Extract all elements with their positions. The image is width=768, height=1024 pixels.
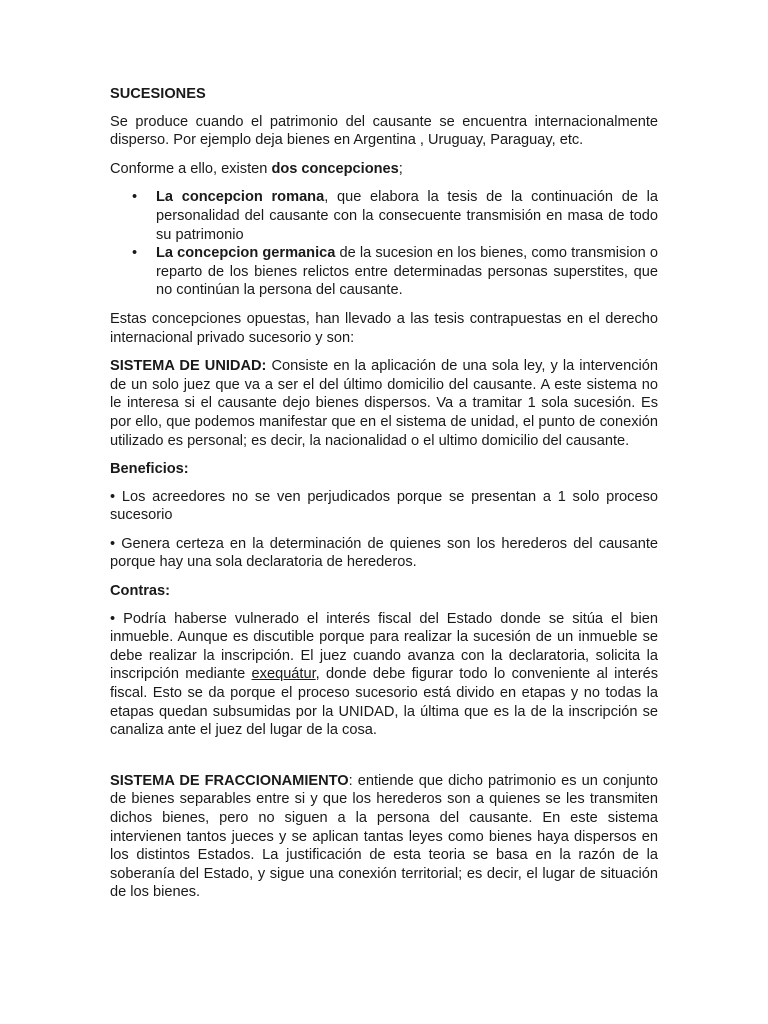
estas-paragraph: Estas concepciones opuestas, han llevado a las tesis contrapuestas en el derecho internacional privado sucesorio y son:	[110, 310, 658, 346]
unidad-paragraph	[110, 357, 658, 450]
contras-text-after: , donde debe figurar todo lo conveniente al interés fiscal. Esto se da porque el proceso sucesorio está divido en etapas y no todas la etapas quedan subsumidas por la UNIDAD, la última que es la de la inscripción se canaliza ante el juez del lugar de la cosa.	[110, 666, 658, 739]
list-item-romana	[110, 188, 658, 244]
unidad-text: Consiste en la aplicación de una sola ley, y la intervención de un solo juez que va a ser el del último domicilio del causante. A este sistema no le interesa si el causante dejo bienes dispersos. Va a tramitar 1 sola sucesión. Es por ello, que podemos manifestar que en el sistema de unidad, el punto de conexión utilizado es personal; es decir, la nacionalidad o el ultimo domicilio del causante.	[110, 358, 658, 449]
beneficio-item: • Genera certeza en la determinación de quienes son los herederos del causante porque hay una sola declaratoria de herederos.	[110, 535, 658, 571]
germanica-label: La concepcion germanica	[156, 245, 336, 262]
romana-label: La concepcion romana	[156, 189, 325, 206]
romana-text: , que elabora la tesis de la continuación de la personalidad del causante con la consecuente transmisión en masa de todo su patrimonio	[156, 189, 658, 243]
bullet-icon: •	[132, 245, 138, 262]
germanica-text: de la sucesion en los bienes, como transmision o reparto de los bienes relictos entre determinadas personas superstites, que no continúan la persona del causante.	[156, 245, 658, 299]
conforme-bold: dos concepciones	[271, 160, 399, 177]
contras-paragraph	[110, 610, 658, 740]
concepciones-list	[110, 188, 658, 300]
fraccionamiento-paragraph	[110, 772, 658, 902]
bullet-icon: •	[132, 189, 138, 206]
conforme-paragraph	[110, 160, 658, 179]
exequatur-term: exequátur	[251, 666, 316, 683]
contras-text-before: • Podría haberse vulnerado el interés fiscal del Estado donde se sitúa el bien inmueble. Aunque es discutible porque para realizar la sucesión de un inmueble se debe realizar la inscripción. El juez cuando avanza con la declaratoria, solicita la inscripción mediante	[110, 610, 658, 683]
beneficios-heading: Beneficios:	[110, 461, 189, 478]
fraccionamiento-label: SISTEMA DE FRACCIONAMIENTO	[110, 772, 349, 789]
contras-heading: Contras:	[110, 583, 170, 600]
document-title: SUCESIONES	[110, 86, 206, 102]
beneficio-item: • Los acreedores no se ven perjudicados porque se presentan a 1 solo proceso sucesorio	[110, 488, 658, 524]
spacer	[110, 750, 658, 772]
fraccionamiento-text: : entiende que dicho patrimonio es un conjunto de bienes separables entre si y que los herederos son a quienes se les transmiten dichos bienes, pero no siguen a la persona del causante. En este sistema intervienen tantos jueces y se aplican tantas leyes como bienes haya dispersos en los distintos Estados. La justificación de esta teoria se basa en la razón de la soberanía del Estado, y sigue una conexión territorial; es decir, el lugar de situación de los bienes.	[110, 772, 658, 901]
unidad-label: SISTEMA DE UNIDAD:	[110, 358, 267, 375]
conforme-suffix: ;	[398, 160, 403, 177]
list-item-germanica	[110, 244, 658, 300]
document-body	[110, 85, 658, 912]
intro-paragraph: Se produce cuando el patrimonio del causante se encuentra internacionalmente disperso. Por ejemplo deja bienes en Argentina , Uruguay, Paraguay, etc.	[110, 113, 658, 149]
conforme-prefix: Conforme a ello, existen	[110, 160, 272, 177]
